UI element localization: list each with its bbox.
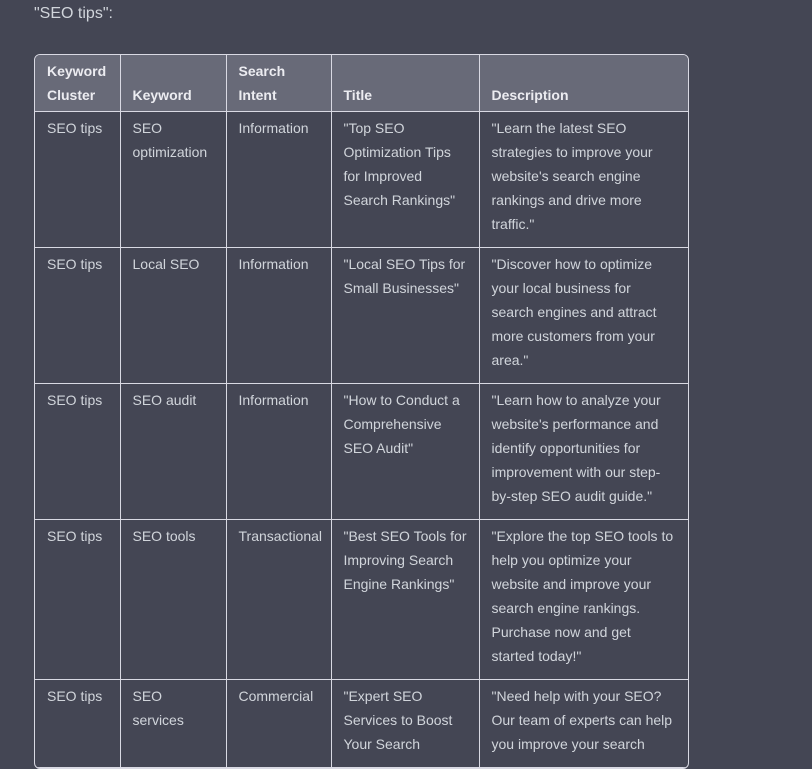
cell-description: "Learn how to analyze your website's performance and identify opportunities for improvement with our step-by-step SEO audit guide." — [479, 384, 688, 520]
cell-title: "Local SEO Tips for Small Businesses" — [331, 248, 479, 384]
cell-title: "Best SEO Tools for Improving Search Engine Rankings" — [331, 520, 479, 680]
cell-search-intent: Information — [226, 112, 331, 248]
table-row — [35, 248, 688, 384]
cell-keyword: SEO optimization — [120, 112, 226, 248]
cell-title: "Top SEO Optimization Tips for Improved Search Rankings" — [331, 112, 479, 248]
cell-search-intent: Information — [226, 248, 331, 384]
table-header-row — [35, 55, 688, 112]
cell-keyword-cluster: SEO tips — [35, 384, 120, 520]
table-row — [35, 680, 688, 768]
seo-table-container — [34, 54, 689, 769]
cell-keyword: SEO audit — [120, 384, 226, 520]
cell-description: "Need help with your SEO? Our team of experts can help you improve your search — [479, 680, 688, 768]
cell-search-intent: Information — [226, 384, 331, 520]
table-row — [35, 112, 688, 248]
cell-keyword-cluster: SEO tips — [35, 680, 120, 768]
header-title: Title — [331, 55, 479, 112]
header-keyword: Keyword — [120, 55, 226, 112]
intro-text: "SEO tips": — [34, 5, 113, 22]
table-header — [35, 55, 688, 112]
table-body — [35, 112, 688, 768]
cell-keyword: SEO services — [120, 680, 226, 768]
cell-title: "Expert SEO Services to Boost Your Search — [331, 680, 479, 768]
header-search-intent: Search Intent — [226, 55, 331, 112]
cell-keyword-cluster: SEO tips — [35, 248, 120, 384]
cell-keyword: Local SEO — [120, 248, 226, 384]
cell-keyword: SEO tools — [120, 520, 226, 680]
seo-keyword-table — [35, 55, 688, 768]
cell-description: "Learn the latest SEO strategies to improve your website's search engine rankings and drive more traffic." — [479, 112, 688, 248]
header-keyword-cluster: Keyword Cluster — [35, 55, 120, 112]
header-description: Description — [479, 55, 688, 112]
cell-description: "Explore the top SEO tools to help you optimize your website and improve your search engine rankings. Purchase now and get started today!" — [479, 520, 688, 680]
cell-keyword-cluster: SEO tips — [35, 520, 120, 680]
table-row — [35, 384, 688, 520]
cell-search-intent: Transactional — [226, 520, 331, 680]
cell-search-intent: Commercial — [226, 680, 331, 768]
cell-title: "How to Conduct a Comprehensive SEO Audit" — [331, 384, 479, 520]
cell-keyword-cluster: SEO tips — [35, 112, 120, 248]
cell-description: "Discover how to optimize your local business for search engines and attract more customers from your area." — [479, 248, 688, 384]
table-row — [35, 520, 688, 680]
